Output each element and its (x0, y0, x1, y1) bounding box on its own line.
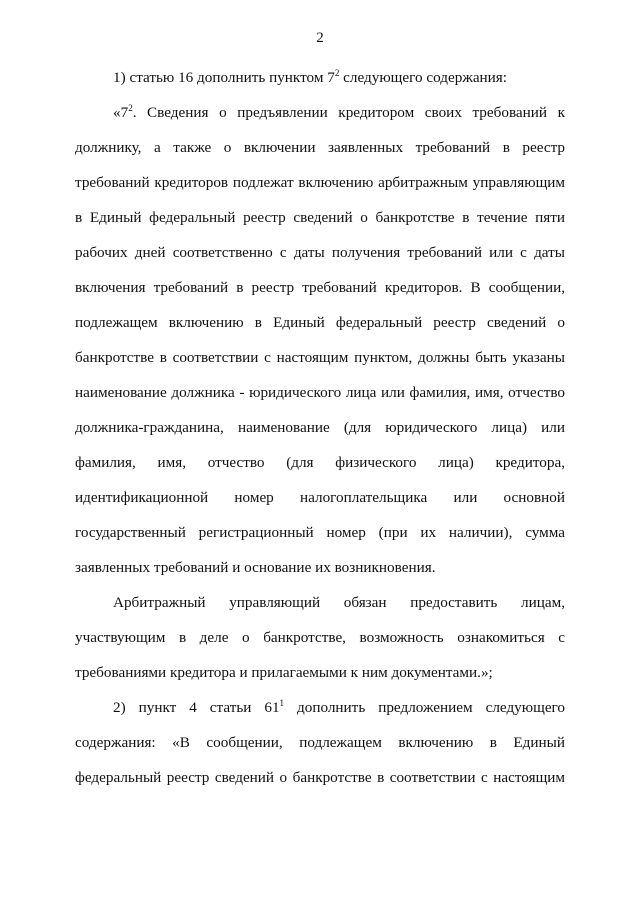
paragraph-manager-duty: Арбитражный управляющий обязан предоставить лицам, участвующим в деле о банкротстве, возможность ознакомиться с требованиями кредитора и прилагаемыми к ним документами.»; (75, 594, 565, 681)
paragraph-point-7-2-open: «7 (113, 104, 129, 121)
paragraph-item-2-tail: дополнить предложением следующего содержания: «В сообщении, подлежащем включению в Единый федеральный реестр сведений о банкротстве в соответствии с настоящим (75, 699, 565, 786)
paragraph-point-7-2 (75, 95, 565, 585)
paragraph-item-1-text: 1) статью 16 дополнить пунктом 7 (113, 69, 335, 86)
paragraph-item-2 (75, 690, 565, 795)
paragraph-item-1-tail: следующего содержания: (339, 69, 508, 86)
superscript-2: 2 (128, 103, 133, 113)
paragraph-item-1 (75, 60, 565, 95)
document-body (75, 60, 565, 795)
page-number: 2 (316, 30, 324, 46)
paragraph-item-2-text: 2) пункт 4 статьи 61 (113, 699, 280, 716)
superscript-1: 1 (279, 698, 285, 708)
superscript-2: 2 (334, 68, 340, 78)
paragraph-point-7-2-text: . Сведения о предъявлении кредитором своих требований к должнику, а также о включении заявленных требований в реестр требований кредиторов подлежат включению арбитражным управляющим в Единый федеральный реестр сведений о банкротстве в течение пяти рабочих дней соответственно с даты получения требований или с даты включения требований в реестр требований кредиторов. В сообщении, подлежащем включению в Единый федеральный реестр сведений о банкротстве в соответствии с настоящим пунктом, должны быть указаны наименование должника - юридического лица или фамилия, имя, отчество должника-гражданина, наименование (для юридического лица) или фамилия, имя, отчество (для физического лица) кредитора, идентификационной номер налогоплательщика или основной государственный регистрационный номер (при их наличии), сумма заявленных требований и основание их возникновения. (75, 104, 565, 576)
